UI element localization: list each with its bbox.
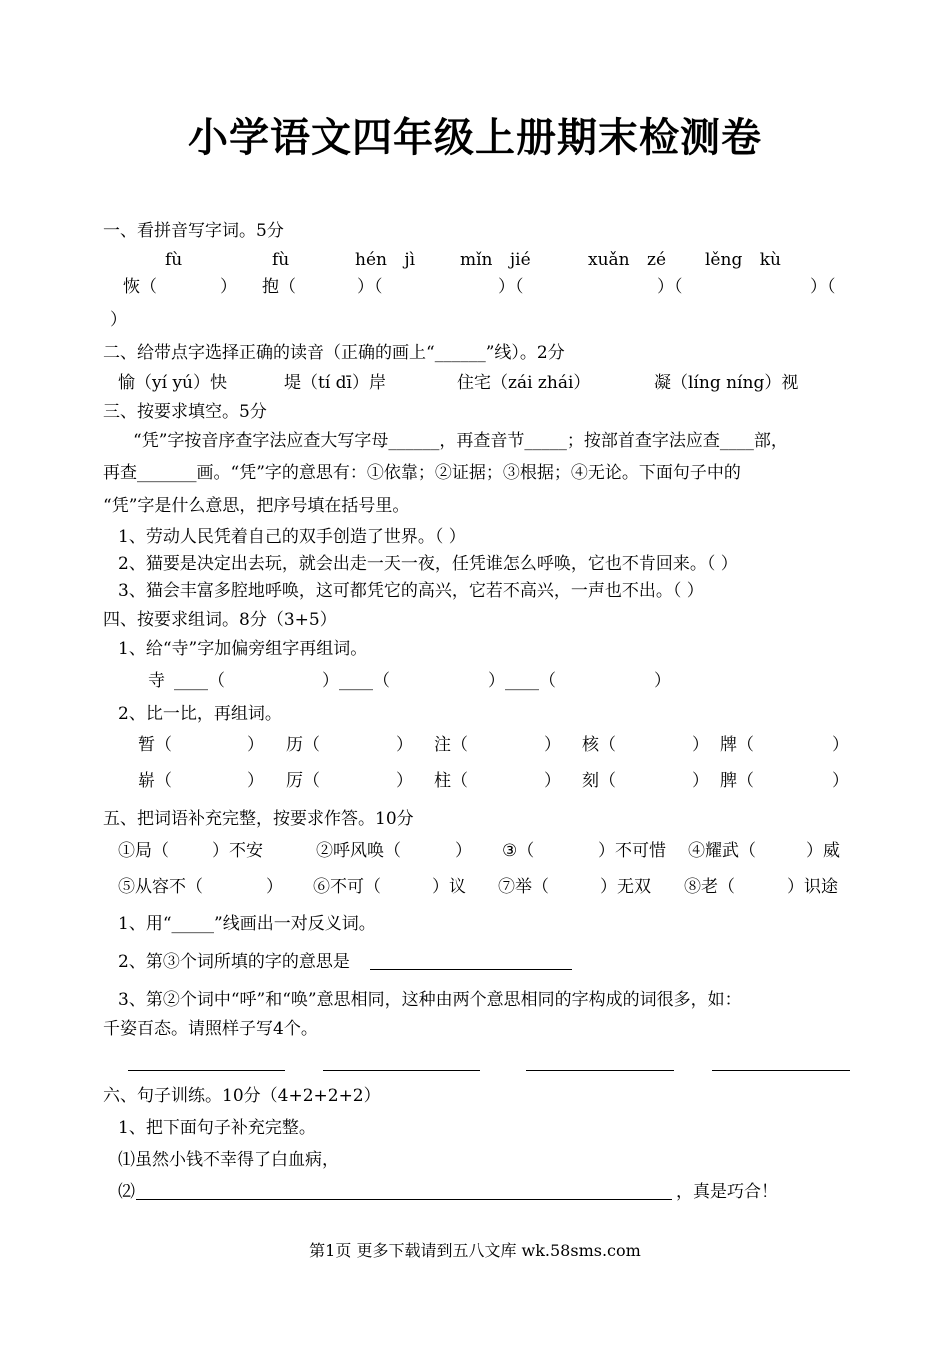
- pinyin-3: hén jì: [355, 250, 416, 270]
- section-6-heading: 六、句子训练。10分（4+2+2+2）: [103, 1086, 381, 1106]
- idiom-part: ②呼风唤（: [316, 841, 401, 861]
- idiom-part: ①局（: [118, 841, 169, 861]
- pinyin-5: xuǎn zé: [588, 250, 667, 270]
- blank-row-part: 恢（: [123, 277, 157, 297]
- section-1-heading: 一、看拼音写字词。5分: [103, 221, 284, 241]
- idiom-part: ）威: [806, 841, 840, 861]
- question-3-3: 3、猫会丰富多腔地呼唤，这可都凭它的高兴，它若不高兴，一声也不出。（ ）: [118, 581, 704, 601]
- idiom-part: ）无双: [600, 877, 651, 897]
- idiom-part: ⑥不可（: [313, 877, 381, 897]
- pinyin-2: fù: [272, 250, 290, 270]
- compare-cell: 厉（: [286, 771, 320, 791]
- pinyin-1: fù: [165, 250, 183, 270]
- blank-row-part: ）（: [810, 277, 836, 297]
- answer-line[interactable]: [136, 1199, 672, 1200]
- compare-cell: 历（: [286, 735, 320, 755]
- question-5-2: 2、第③个词所填的字的意思是: [118, 952, 350, 972]
- compare-cell: 注（: [434, 735, 468, 755]
- question-5-3-example: 千姿百态。请照样子写4个。: [103, 1019, 318, 1039]
- compare-cell: 核（: [582, 735, 616, 755]
- section-3-heading: 三、按要求填空。5分: [103, 402, 267, 422]
- compare-cell: ）: [692, 735, 709, 755]
- page-footer: 第1页 更多下载请到五八文库 wk.58sms.com: [309, 1241, 641, 1260]
- blank-row-tail: ）: [110, 310, 127, 330]
- reading-item-3: 住宅（zái zhái）: [457, 373, 591, 393]
- compare-cell: ）: [544, 735, 561, 755]
- idiom-part: ⑧老（: [684, 877, 735, 897]
- reading-item-4: 凝（líng níng）视: [654, 373, 799, 393]
- sentence-line-2-end: ，真是巧合！: [676, 1182, 778, 1202]
- reading-item-1: 愉（yí yú）快: [118, 373, 227, 393]
- sentence-line-2: ⑵: [118, 1182, 135, 1202]
- question-5-1: 1、用“_____”线画出一对反义词。: [118, 914, 376, 934]
- section-4-heading: 四、按要求组词。8分（3+5）: [103, 610, 337, 630]
- section-5-heading: 五、把词语补充完整，按要求作答。10分: [103, 809, 414, 829]
- compare-cell: 崭（: [138, 771, 172, 791]
- blank-row-part: ）（: [657, 277, 683, 297]
- compare-cell: 暂（: [138, 735, 172, 755]
- blank-row-part: ）（: [357, 277, 383, 297]
- sentence-line-1: ⑴虽然小钱不幸得了白血病，: [118, 1150, 339, 1170]
- compare-cell: ）: [832, 735, 849, 755]
- answer-line[interactable]: [128, 1070, 285, 1071]
- answer-line[interactable]: [370, 969, 572, 970]
- compare-cell: ）: [396, 735, 413, 755]
- group-word-part: ）____（: [488, 671, 556, 691]
- idiom-part: ）不可惜: [598, 841, 666, 861]
- question-4-2: 2、比一比，再组词。: [118, 704, 282, 724]
- group-word-part: ____（: [174, 671, 225, 691]
- compare-cell: 柱（: [434, 771, 468, 791]
- pinyin-4: mǐn jié: [460, 250, 531, 270]
- question-3-2: 2、猫要是决定出去玩，就会出走一天一夜，任凭谁怎么呼唤，它也不肯回来。（ ）: [118, 554, 738, 574]
- group-word-part: ）____（: [322, 671, 390, 691]
- blank-row-part: 抱（: [262, 277, 296, 297]
- paragraph-line-2: 再查_______画。“凭”字的意思有：①依靠；②证据；③根据；④无论。下面句子中的: [103, 463, 741, 483]
- pinyin-6: lěng kù: [705, 250, 781, 270]
- compare-cell: ）: [832, 771, 849, 791]
- idiom-part: ⑤从容不（: [118, 877, 203, 897]
- page-title: 小学语文四年级上册期末检测卷: [188, 114, 762, 161]
- idiom-part: ）不安: [212, 841, 263, 861]
- compare-cell: ）: [396, 771, 413, 791]
- idiom-part: ）识途: [787, 877, 838, 897]
- blank-row-part: ）: [220, 277, 237, 297]
- blank-row-part: ）（: [498, 277, 524, 297]
- question-4-1: 1、给“寺”字加偏旁组字再组词。: [118, 639, 368, 659]
- question-3-1: 1、劳动人民凭着自己的双手创造了世界。（ ）: [118, 527, 466, 547]
- group-word-part: ）: [654, 671, 671, 691]
- compare-cell: 脾（: [720, 771, 754, 791]
- idiom-part: ）: [266, 877, 283, 897]
- compare-cell: ）: [247, 735, 264, 755]
- compare-cell: 刻（: [582, 771, 616, 791]
- idiom-part: ）议: [432, 877, 466, 897]
- compare-cell: ）: [692, 771, 709, 791]
- question-6-1: 1、把下面句子补充完整。: [118, 1118, 316, 1138]
- reading-item-2: 堤（tí dī）岸: [284, 373, 386, 393]
- question-5-3: 3、第②个词中“呼”和“唤”意思相同，这种由两个意思相同的字构成的词很多，如：: [118, 990, 742, 1010]
- idiom-part: ）: [455, 841, 472, 861]
- paragraph-line-1: “凭”字按音序查字法应查大写字母______，再查音节_____；按部首查字法应查____部，: [133, 431, 788, 451]
- compare-cell: ）: [247, 771, 264, 791]
- answer-line[interactable]: [712, 1070, 850, 1071]
- compare-cell: 牌（: [720, 735, 754, 755]
- answer-line[interactable]: [323, 1070, 480, 1071]
- paragraph-line-3: “凭”字是什么意思，把序号填在括号里。: [103, 496, 410, 516]
- section-2-heading: 二、给带点字选择正确的读音（正确的画上“______”线）。2分: [103, 343, 565, 363]
- group-word-part: 寺: [148, 671, 165, 691]
- idiom-part: ⑦举（: [498, 877, 549, 897]
- answer-line[interactable]: [526, 1070, 674, 1071]
- idiom-part: ③（: [502, 841, 535, 861]
- idiom-part: ④耀武（: [688, 841, 756, 861]
- compare-cell: ）: [544, 771, 561, 791]
